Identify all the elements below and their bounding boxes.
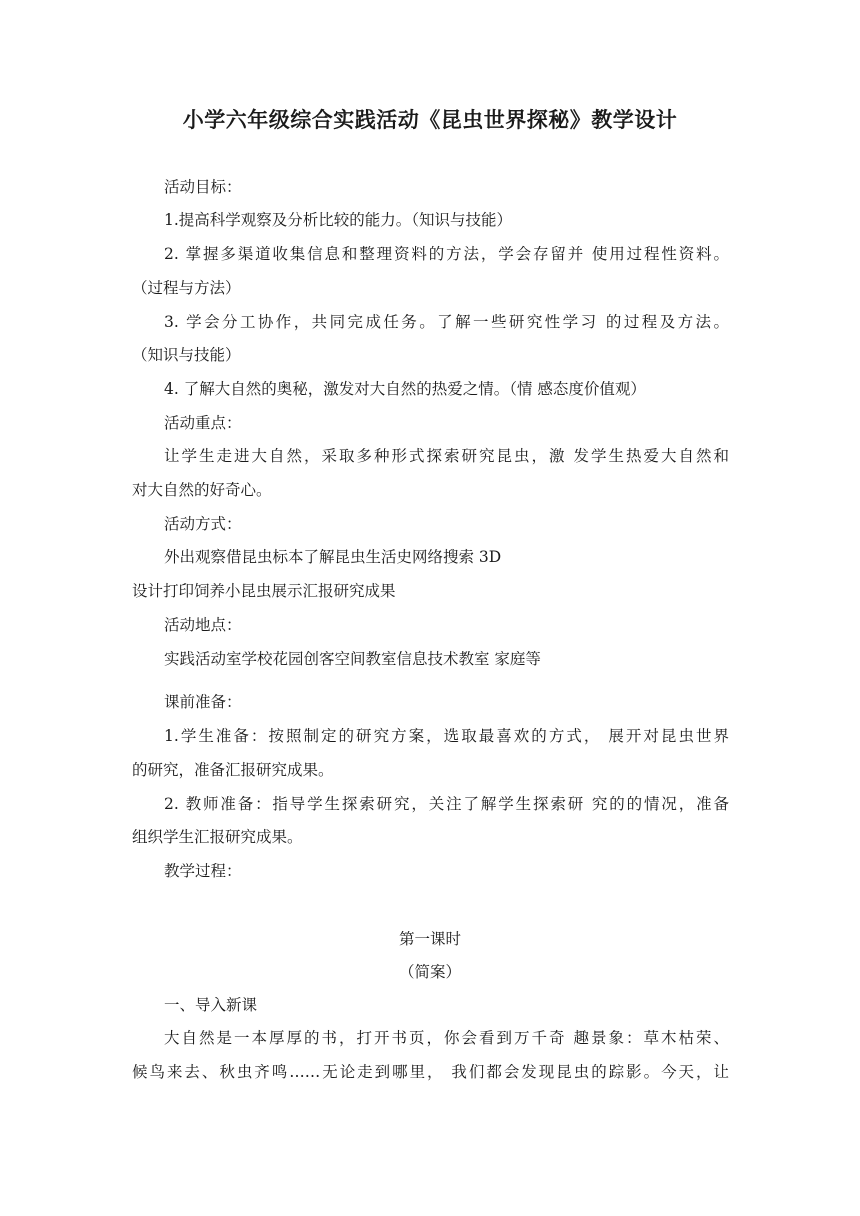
goal-1: 1.提高科学观察及分析比较的能力。（知识与技能） xyxy=(164,211,513,229)
place-line-1: 实践活动室学校花园创客空间教室信息技术教室 家庭等 xyxy=(164,650,541,668)
method-line-1: 外出观察借昆虫标本了解昆虫生活史网络搜索 3D xyxy=(164,548,502,566)
focus-heading: 活动重点： xyxy=(164,414,242,432)
method-heading: 活动方式： xyxy=(164,515,242,533)
place-heading: 活动地点： xyxy=(164,616,242,634)
prep-1-line-1: 1.学生准备：按照制定的研究方案，选取最喜欢的方式， 展开对昆虫世界 xyxy=(164,727,729,745)
goal-2-line-1: 2. 掌握多渠道收集信息和整理资料的方法，学会存留并 使用过程性资料。 xyxy=(164,245,729,263)
goal-3-line-1: 3. 学会分工协作，共同完成任务。了解一些研究性学习 的过程及方法。 xyxy=(164,313,729,331)
section-1-heading: 一、导入新课 xyxy=(164,996,258,1014)
lesson-subtitle: （简案） xyxy=(398,963,461,981)
prep-2-line-2: 组织学生汇报研究成果。 xyxy=(132,828,303,846)
prep-1-line-2: 的研究，准备汇报研究成果。 xyxy=(132,761,334,779)
section-1-line-2: 候鸟来去、秋虫齐鸣……无论走到哪里， 我们都会发现昆虫的踪影。今天，让 xyxy=(132,1063,729,1081)
prep-heading: 课前准备： xyxy=(164,693,242,711)
goals-heading: 活动目标： xyxy=(164,178,242,196)
process-heading: 教学过程： xyxy=(164,862,242,880)
lesson-title: 第一课时 xyxy=(398,930,461,948)
goal-4: 4. 了解大自然的奥秘，激发对大自然的热爱之情。（情 感态度价值观） xyxy=(164,380,646,398)
goal-2-line-2: （过程与方法） xyxy=(132,279,241,297)
method-line-2: 设计打印饲养小昆虫展示汇报研究成果 xyxy=(132,582,396,600)
focus-line-2: 对大自然的好奇心。 xyxy=(132,481,272,499)
goal-3-line-2: （知识与技能） xyxy=(132,346,241,364)
prep-2-line-1: 2. 教师准备：指导学生探索研究，关注了解学生探索研 究的的情况，准备 xyxy=(164,795,729,813)
section-1-line-1: 大自然是一本厚厚的书，打开书页，你会看到万千奇 趣景象：草木枯荣、 xyxy=(164,1029,729,1047)
document-title: 小学六年级综合实践活动《昆虫世界探秘》教学设计 xyxy=(182,108,678,132)
focus-line-1: 让学生走进大自然，采取多种形式探索研究昆虫，激 发学生热爱大自然和 xyxy=(164,447,729,465)
